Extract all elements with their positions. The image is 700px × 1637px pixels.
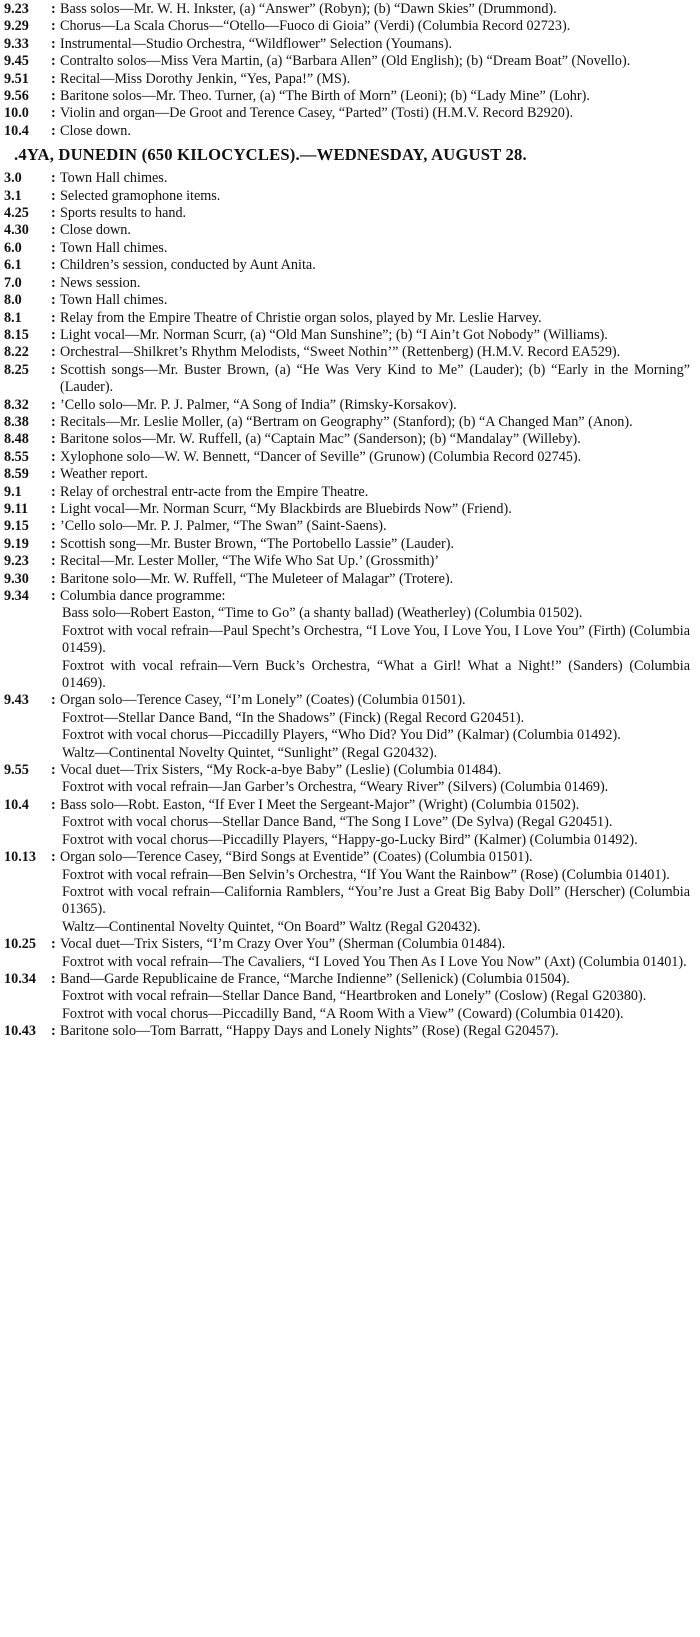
- program-entry: [4, 362, 694, 397]
- entry-text: Organ solo—Terence Casey, “I’m Lonely” (Coates) (Columbia 01501).: [60, 692, 466, 709]
- program-entry: [4, 484, 694, 501]
- entry-time: 10.4: [4, 796, 29, 813]
- program-subentry: Foxtrot with vocal chorus—Piccadilly Players, “Happy-go-Lucky Bird” (Kalmer) (Columbia 01492).: [62, 831, 638, 848]
- program-entry: [4, 431, 694, 448]
- program-entry: [4, 692, 694, 709]
- program-entry: [4, 205, 694, 222]
- program-entry: [4, 501, 694, 518]
- entry-text: Baritone solo—Mr. W. Ruffell, “The Muleteer of Malagar” (Trotere).: [60, 570, 454, 587]
- program-entry: [4, 327, 694, 344]
- time-separator: :: [51, 105, 56, 122]
- entry-text: Town Hall chimes.: [60, 292, 168, 309]
- time-separator: :: [51, 431, 56, 448]
- program-page: [4, 0, 694, 1041]
- entry-time: 8.55: [4, 448, 29, 465]
- program-entry: [4, 275, 694, 292]
- entry-text: Weather report.: [60, 466, 148, 483]
- entry-text: Scottish songs—Mr. Buster Brown, (a) “He Was Very Kind to Me” (Lauder); (b) “Early in the Morning” (Lauder).: [60, 361, 690, 396]
- entry-text: Recital—Mr. Lester Moller, “The Wife Who Sat Up.’ (Grossmith)’: [60, 553, 440, 570]
- program-subentry: Foxtrot with vocal refrain—The Cavaliers, “I Loved You Then As I Love You Now” (Axt) (Columbia 01401).: [62, 953, 687, 970]
- entry-time: 9.43: [4, 692, 29, 709]
- entry-time: 9.34: [4, 588, 29, 604]
- time-separator: :: [51, 448, 56, 465]
- program-subentry: Foxtrot with vocal chorus—Piccadilly Players, “Who Did? You Did” (Kalmar) (Columbia 01492).: [62, 727, 621, 744]
- program-entry: [4, 518, 694, 535]
- entry-text: Bass solos—Mr. W. H. Inkster, (a) “Answer” (Robyn); (b) “Dawn Skies” (Drummond).: [60, 1, 557, 17]
- entry-text: Recitals—Mr. Leslie Moller, (a) “Bertram on Geography” (Stanford); (b) “A Changed Man” (Anon).: [60, 413, 633, 430]
- program-entry: [4, 188, 694, 205]
- entry-time: 8.59: [4, 466, 29, 483]
- time-separator: :: [51, 936, 56, 953]
- entry-time: 9.33: [4, 35, 29, 52]
- entry-text: Children’s session, conducted by Aunt Anita.: [60, 257, 316, 274]
- program-entry: [4, 414, 694, 431]
- entry-time: 9.1: [4, 483, 22, 500]
- time-separator: :: [51, 70, 56, 87]
- entry-text: Light vocal—Mr. Norman Scurr, (a) “Old Man Sunshine”; (b) “I Ain’t Got Nobody” (Williams).: [60, 326, 608, 343]
- entry-text: Xylophone solo—W. W. Bennett, “Dancer of Seville” (Grunow) (Columbia Record 02745).: [60, 448, 582, 465]
- program-subentry: Foxtrot—Stellar Dance Band, “In the Shadows” (Finck) (Regal Record G20451).: [62, 709, 525, 726]
- entry-text: Relay from the Empire Theatre of Christie organ solos, played by Mr. Leslie Harvey.: [60, 309, 542, 326]
- program-subentry: Foxtrot with vocal refrain—Stellar Dance Band, “Heartbroken and Lonely” (Coslow) (Regal G20380).: [62, 988, 647, 1005]
- program-entry: [4, 1023, 694, 1040]
- time-separator: :: [51, 396, 56, 413]
- entry-time: 4.30: [4, 222, 29, 239]
- program-subentry: Foxtrot with vocal refrain—Vern Buck’s Orchestra, “What a Girl! What a Night!” (Sanders) (Columbia 01469).: [62, 657, 690, 692]
- entry-time: 9.55: [4, 762, 29, 779]
- time-separator: :: [51, 500, 56, 517]
- time-separator: :: [51, 239, 56, 256]
- entry-text: Contralto solos—Miss Vera Martin, (a) “Barbara Allen” (Old English); (b) “Dream Boat” (Novello).: [60, 53, 631, 70]
- time-separator: :: [51, 1023, 56, 1040]
- station-heading: [14, 144, 694, 166]
- program-entry: [4, 762, 694, 779]
- time-separator: :: [51, 292, 56, 309]
- program-entry: [4, 936, 694, 953]
- entry-text: Organ solo—Terence Casey, “Bird Songs at Eventide” (Coates) (Columbia 01501).: [60, 849, 533, 866]
- time-separator: :: [51, 187, 56, 204]
- entry-time: 7.0: [4, 274, 22, 291]
- entry-text: ’Cello solo—Mr. P. J. Palmer, “The Swan” (Saint-Saens).: [60, 518, 387, 535]
- program-entry: [4, 849, 694, 866]
- entry-text: Vocal duet—Trix Sisters, “My Rock-a-bye Baby” (Leslie) (Columbia 01484).: [60, 762, 502, 779]
- program-entry: [4, 310, 694, 327]
- time-separator: :: [51, 518, 56, 535]
- entry-time: 9.51: [4, 70, 29, 87]
- entry-time: 9.19: [4, 535, 29, 552]
- program-entry: [4, 588, 694, 605]
- time-separator: :: [51, 222, 56, 239]
- time-separator: :: [51, 588, 56, 604]
- entry-time: 9.11: [4, 500, 29, 517]
- entry-text: Chorus—La Scala Chorus—“Otello—Fuoco di Gioia” (Verdi) (Columbia Record 02723).: [60, 18, 571, 35]
- dunedin-listing: [4, 170, 694, 1040]
- time-separator: :: [51, 257, 56, 274]
- program-subentry: Foxtrot with vocal refrain—Paul Specht’s Orchestra, “I Love You, I Love You, I Love You” (Firth) (Columbia 01459).: [62, 622, 690, 657]
- time-separator: :: [51, 466, 56, 483]
- program-entry: [4, 536, 694, 553]
- entry-text: Sports results to hand.: [60, 205, 187, 222]
- time-separator: :: [51, 205, 56, 222]
- entry-text: Close down.: [60, 122, 131, 139]
- program-entry: [4, 344, 694, 361]
- program-entry: [4, 971, 694, 988]
- entry-time: 8.25: [4, 361, 29, 378]
- time-separator: :: [51, 361, 56, 378]
- time-separator: :: [51, 53, 56, 70]
- entry-text: Instrumental—Studio Orchestra, “Wildflower” Selection (Youmans).: [60, 35, 452, 52]
- entry-time: 8.38: [4, 413, 29, 430]
- time-separator: :: [51, 570, 56, 587]
- entry-time: 10.43: [4, 1023, 36, 1040]
- program-entry: [4, 466, 694, 483]
- entry-time: 9.45: [4, 53, 29, 70]
- time-separator: :: [51, 35, 56, 52]
- entry-time: 10.4: [4, 122, 29, 139]
- entry-text: Baritone solo—Tom Barratt, “Happy Days and Lonely Nights” (Rose) (Regal G20457).: [60, 1023, 559, 1040]
- time-separator: :: [51, 344, 56, 361]
- entry-text: Band—Garde Republicaine de France, “Marche Indienne” (Sellenick) (Columbia 01504).: [60, 970, 570, 987]
- entry-time: 10.13: [4, 849, 36, 866]
- entry-text: Scottish song—Mr. Buster Brown, “The Portobello Lassie” (Lauder).: [60, 535, 455, 552]
- entry-time: 6.0: [4, 239, 22, 256]
- time-separator: :: [51, 309, 56, 326]
- heading-prefix: .: [14, 145, 19, 165]
- heading-text: 4YA, DUNEDIN (650 KILOCYCLES).—WEDNESDAY, AUGUST 28.: [18, 145, 527, 165]
- program-entry: [4, 571, 694, 588]
- time-separator: :: [51, 326, 56, 343]
- time-separator: :: [51, 849, 56, 866]
- entry-text: Recital—Miss Dorothy Jenkin, “Yes, Papa!” (MS).: [60, 70, 351, 87]
- entry-text: Columbia dance programme:: [60, 588, 226, 604]
- time-separator: :: [51, 170, 56, 187]
- program-subentry: Foxtrot with vocal chorus—Stellar Dance Band, “The Song I Love” (De Sylva) (Regal G20451).: [62, 814, 613, 831]
- time-separator: :: [51, 1, 56, 17]
- time-separator: :: [51, 274, 56, 291]
- entry-time: 3.1: [4, 187, 22, 204]
- program-subentry: Foxtrot with vocal refrain—California Ramblers, “You’re Just a Great Big Baby Doll” (Herscher) (Columbia 01365).: [62, 883, 690, 918]
- program-entry: [4, 797, 694, 814]
- entry-time: 9.15: [4, 518, 29, 535]
- entry-time: 8.48: [4, 431, 29, 448]
- program-subentry: Foxtrot with vocal chorus—Piccadilly Band, “A Room With a View” (Coward) (Columbia 01420).: [62, 1005, 624, 1022]
- time-separator: :: [51, 88, 56, 105]
- program-entry: [4, 397, 694, 414]
- entry-text: ’Cello solo—Mr. P. J. Palmer, “A Song of India” (Rimsky-Korsakov).: [60, 396, 457, 413]
- entry-text: Selected gramophone items.: [60, 187, 221, 204]
- time-separator: :: [51, 122, 56, 139]
- entry-text: Town Hall chimes.: [60, 170, 168, 187]
- time-separator: :: [51, 18, 56, 35]
- entry-time: 4.25: [4, 205, 29, 222]
- entry-time: 9.56: [4, 88, 29, 105]
- time-separator: :: [51, 535, 56, 552]
- program-entry: [4, 222, 694, 239]
- entry-text: Baritone solos—Mr. Theo. Turner, (a) “The Birth of Morn” (Leoni); (b) “Lady Mine” (Lohr).: [60, 88, 590, 105]
- entry-text: Baritone solos—Mr. W. Ruffell, (a) “Captain Mac” (Sanderson); (b) “Mandalay” (Willeby).: [60, 431, 581, 448]
- entry-time: 9.29: [4, 18, 29, 35]
- time-separator: :: [51, 553, 56, 570]
- time-separator: :: [51, 796, 56, 813]
- entry-text: News session.: [60, 274, 141, 291]
- entry-text: Orchestral—Shilkret’s Rhythm Melodists, “Sweet Nothin’” (Rettenberg) (H.M.V. Record EA529).: [60, 344, 621, 361]
- program-entry: [4, 36, 694, 53]
- time-separator: :: [51, 413, 56, 430]
- program-entry: [4, 553, 694, 570]
- entry-time: 8.22: [4, 344, 29, 361]
- program-entry: [4, 1, 694, 18]
- entry-text: Close down.: [60, 222, 131, 239]
- entry-time: 8.1: [4, 309, 22, 326]
- entry-text: Town Hall chimes.: [60, 239, 168, 256]
- entry-time: 8.0: [4, 292, 22, 309]
- entry-text: Relay of orchestral entr-acte from the Empire Theatre.: [60, 483, 369, 500]
- program-entry: [4, 71, 694, 88]
- program-subentry: Waltz—Continental Novelty Quintet, “Sunlight” (Regal G20432).: [62, 744, 438, 761]
- entry-time: 6.1: [4, 257, 22, 274]
- program-entry: [4, 105, 694, 122]
- program-subentry: Bass solo—Robert Easton, “Time to Go” (a shanty ballad) (Weatherley) (Columbia 01502).: [62, 605, 583, 622]
- program-subentry: Foxtrot with vocal refrain—Jan Garber’s Orchestra, “Weary River” (Silvers) (Columbia 01469).: [62, 779, 609, 796]
- program-subentry: Waltz—Continental Novelty Quintet, “On Board” Waltz (Regal G20432).: [62, 918, 481, 935]
- entry-text: Bass solo—Robt. Easton, “If Ever I Meet the Sergeant-Major” (Wright) (Columbia 01502).: [60, 796, 580, 813]
- time-separator: :: [51, 692, 56, 709]
- time-separator: :: [51, 762, 56, 779]
- entry-text: Violin and organ—De Groot and Terence Casey, “Parted” (Tosti) (H.M.V. Record B2920).: [60, 105, 574, 122]
- program-entry: [4, 18, 694, 35]
- entry-time: 9.23: [4, 553, 29, 570]
- previous-station-listing: [4, 1, 694, 140]
- entry-time: 8.32: [4, 396, 29, 413]
- entry-time: 10.0: [4, 105, 29, 122]
- entry-time: 8.15: [4, 326, 29, 343]
- entry-time: 10.34: [4, 970, 36, 987]
- time-separator: :: [51, 483, 56, 500]
- program-entry: [4, 449, 694, 466]
- program-entry: [4, 123, 694, 140]
- entry-time: 9.23: [4, 1, 29, 17]
- entry-text: Light vocal—Mr. Norman Scurr, “My Blackbirds are Bluebirds Now” (Friend).: [60, 500, 512, 517]
- entry-time: 3.0: [4, 170, 22, 187]
- program-entry: [4, 257, 694, 274]
- entry-text: Vocal duet—Trix Sisters, “I’m Crazy Over You” (Sherman (Columbia 01484).: [60, 936, 506, 953]
- program-entry: [4, 170, 694, 187]
- entry-time: 10.25: [4, 936, 36, 953]
- program-entry: [4, 88, 694, 105]
- program-entry: [4, 240, 694, 257]
- program-entry: [4, 292, 694, 309]
- entry-time: 9.30: [4, 570, 29, 587]
- time-separator: :: [51, 970, 56, 987]
- program-entry: [4, 53, 694, 70]
- program-subentry: Foxtrot with vocal refrain—Ben Selvin’s Orchestra, “If You Want the Rainbow” (Rose) (Columbia 01401).: [62, 866, 670, 883]
